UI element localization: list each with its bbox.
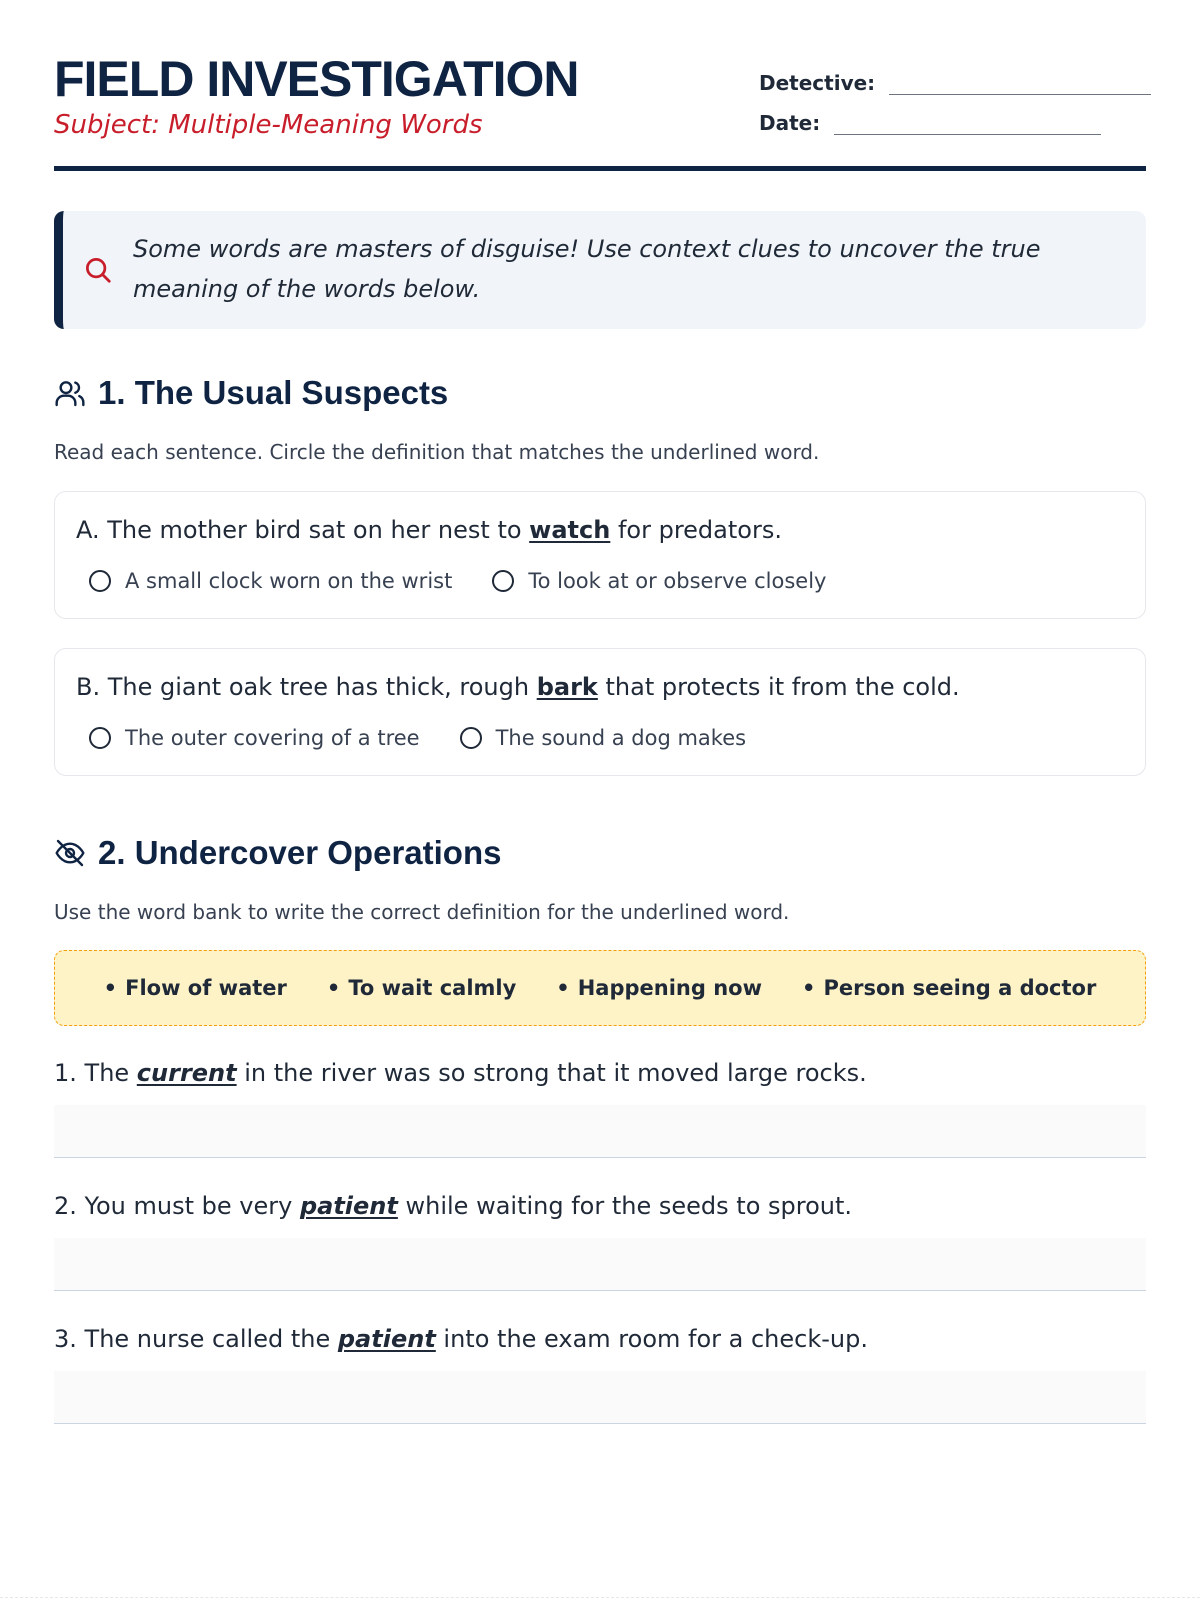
radio-circle[interactable]: [492, 570, 514, 592]
radio-circle[interactable]: [460, 727, 482, 749]
answer-line[interactable]: [54, 1238, 1146, 1291]
option-label: The sound a dog makes: [495, 726, 747, 750]
word-bank: [54, 950, 1146, 1026]
question-text-before: B. The giant oak tree has thick, rough: [76, 673, 537, 701]
answer-line[interactable]: [54, 1105, 1146, 1158]
detective-row: [759, 70, 1151, 95]
options-group: [89, 726, 786, 750]
detective-field[interactable]: [889, 70, 1151, 95]
question-text: [76, 673, 960, 701]
header: [54, 0, 1146, 171]
option-b2[interactable]: [460, 726, 746, 750]
sentence-item-3: [54, 1325, 1146, 1353]
sentence-item-1: [54, 1059, 1146, 1087]
word-bank-item: • Flow of water: [104, 976, 287, 1000]
page-title: FIELD INVESTIGATION: [54, 51, 579, 107]
question-card-b: [54, 648, 1146, 776]
sentence-text-after: into the exam room for a check-up.: [435, 1325, 868, 1353]
search-icon: [83, 255, 113, 285]
worksheet-page: [54, 0, 1146, 1353]
keyword-current: current: [136, 1059, 237, 1087]
keyword-bark: bark: [536, 673, 598, 701]
radio-circle[interactable]: [89, 727, 111, 749]
word-bank-item: • To wait calmly: [327, 976, 516, 1000]
date-row: [759, 110, 1101, 135]
word-bank-item: • Happening now: [556, 976, 762, 1000]
section-1-instructions: Read each sentence. Circle the definition that matches the underlined word.: [54, 440, 820, 464]
date-label: Date:: [759, 111, 821, 135]
sentence-text: [54, 1192, 1146, 1220]
intro-text: Some words are masters of disguise! Use context clues to uncover the true meaning of the words below.: [133, 235, 1041, 303]
intro-callout: [54, 211, 1146, 329]
option-label: To look at or observe closely: [528, 569, 827, 593]
radio-circle[interactable]: [89, 570, 111, 592]
section-2-instructions: Use the word bank to write the correct definition for the underlined word.: [54, 900, 790, 924]
option-a1[interactable]: [89, 569, 452, 593]
answer-line[interactable]: [54, 1371, 1146, 1424]
question-text-after: for predators.: [610, 516, 782, 544]
sentence-text-before: 1. The: [54, 1059, 137, 1087]
sentence-text-after: while waiting for the seeds to sprout.: [397, 1192, 853, 1220]
option-a2[interactable]: [492, 569, 826, 593]
users-icon: [54, 377, 86, 409]
option-label: The outer covering of a tree: [125, 726, 420, 750]
question-card-a: [54, 491, 1146, 619]
date-field[interactable]: [834, 110, 1101, 135]
eye-off-icon: [54, 837, 86, 869]
keyword-patient: patient: [337, 1325, 436, 1353]
section-2-title: 2. Undercover Operations: [98, 834, 502, 871]
question-text: [76, 516, 782, 544]
sentence-text-after: in the river was so strong that it moved large rocks.: [236, 1059, 867, 1087]
sentence-text: [54, 1059, 1146, 1087]
option-b1[interactable]: [89, 726, 420, 750]
question-text-after: that protects it from the cold.: [597, 673, 960, 701]
section-2-heading: [54, 834, 501, 872]
word-bank-item: • Person seeing a doctor: [802, 976, 1096, 1000]
sentence-text-before: 2. You must be very: [54, 1192, 300, 1220]
detective-label: Detective:: [759, 71, 876, 95]
page-bottom-divider: [0, 1597, 1200, 1598]
question-text-before: A. The mother bird sat on her nest to: [76, 516, 530, 544]
sentence-text-before: 3. The nurse called the: [54, 1325, 338, 1353]
keyword-watch: watch: [529, 516, 611, 544]
page-subtitle: Subject: Multiple-Meaning Words: [54, 110, 483, 140]
section-1-heading: [54, 374, 448, 412]
option-label: A small clock worn on the wrist: [125, 569, 453, 593]
sentence-text: [54, 1325, 1146, 1353]
section-1-title: 1. The Usual Suspects: [98, 374, 449, 411]
keyword-patient: patient: [299, 1192, 398, 1220]
options-group: [89, 569, 866, 593]
sentence-item-2: [54, 1192, 1146, 1220]
